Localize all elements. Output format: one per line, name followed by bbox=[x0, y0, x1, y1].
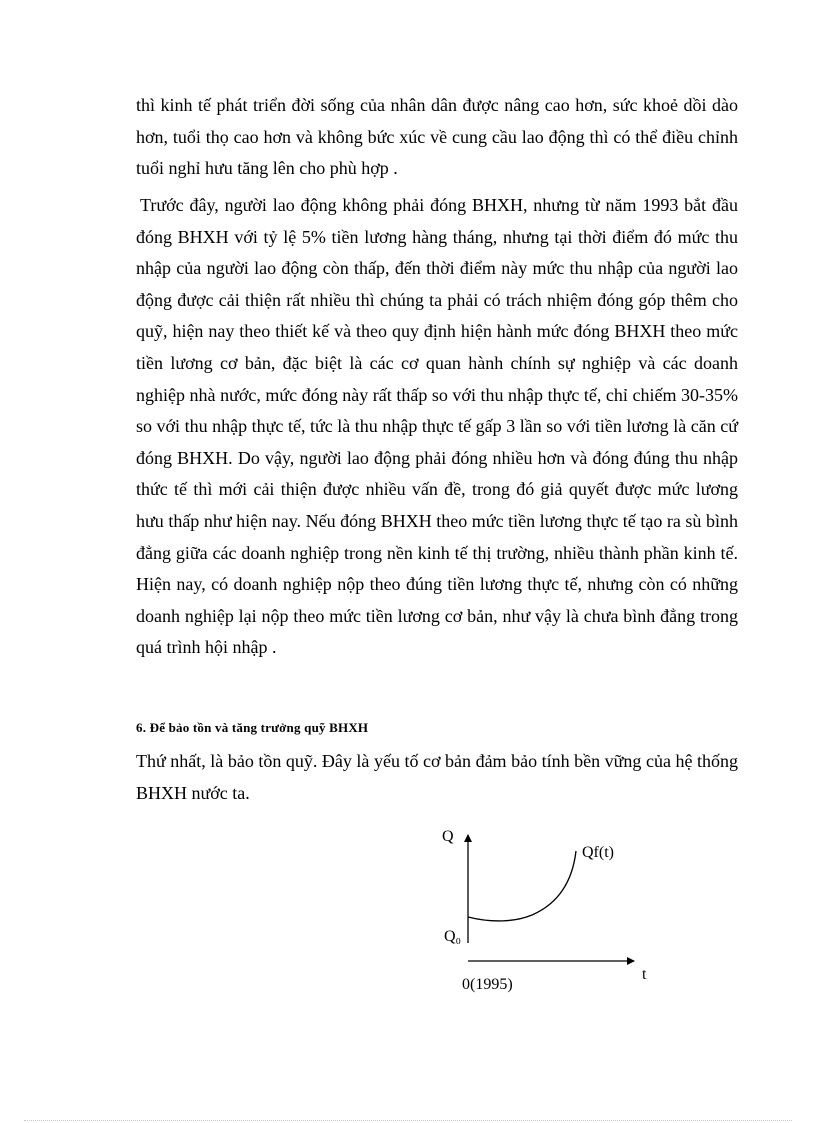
y-axis-label: Q bbox=[442, 828, 454, 845]
section-heading: 6. Để bảo tồn và tăng trưởng quỹ BHXH bbox=[136, 720, 369, 735]
paragraph-contribution-rate: Trước đây, người lao động không phải đóng BHXH, nhưng từ năm 1993 bắt đầu đóng BHXH với tỷ lệ 5% tiền lương hàng tháng, nhưng tại thời điểm đó mức thu nhập của người lao động còn thấp, đến thời điểm này mức thu nhập của người lao động được cải thiện rất nhiều thì chúng ta phải có trách nhiệm đóng góp thêm cho quỹ, hiện nay theo thiết kế và theo quy định hiện hành mức đóng BHXH theo mức tiền lương cơ bản, đặc biệt là các cơ quan hành chính sự nghiệp và các doanh nghiệp nhà nước, mức đóng này rất thấp so với thu nhập thực tế, chỉ chiếm 30-35% so với thu nhập thực tế, tức là thu nhập thực tế gấp 3 lần so với tiền lương là căn cứ đóng BHXH. Do vậy, người lao động phải đóng nhiều hơn và đóng đúng thu nhập thức tế thì mới cải thiện được nhiều vấn đề, trong đó giả quyết được mức lương hưu thấp như hiện nay. Nếu đóng BHXH theo mức tiền lương thực tế tạo ra sù bình đẳng giữa các doanh nghiệp trong nền kinh tế thị trường, nhiều thành phần kinh tế. Hiện nay, có doanh nghiệp nộp theo đúng tiền lương thực tế, nhưng còn có những doanh nghiệp lại nộp theo mức tiền lương cơ bản, như vậy là chưa bình đẳng trong quá trình hội nhập . bbox=[136, 195, 738, 658]
origin-value-label: Q₀ bbox=[444, 928, 462, 945]
paragraph-fund-preservation: Thứ nhất, là bảo tồn quỹ. Đây là yếu tố cơ bản đảm bảo tính bền vững của hệ thống BHXH nước ta. bbox=[136, 751, 738, 803]
fund-curve bbox=[468, 851, 576, 921]
x-axis-label: t bbox=[642, 966, 647, 983]
curve-label: Qf(t) bbox=[582, 844, 614, 861]
paragraph-retirement-age: thì kinh tế phát triển đời sống của nhân dân được nâng cao hơn, sức khoẻ dồi dào hơn, tuổi thọ cao hơn và không bức xúc về cung cầu lao động thì có thể điều chỉnh tuổi nghỉ hưu tăng lên cho phù hợp . bbox=[136, 95, 738, 179]
page-bottom-rule bbox=[24, 1120, 792, 1121]
origin-label: 0(1995) bbox=[462, 976, 513, 993]
fund-growth-figure bbox=[420, 815, 680, 1005]
